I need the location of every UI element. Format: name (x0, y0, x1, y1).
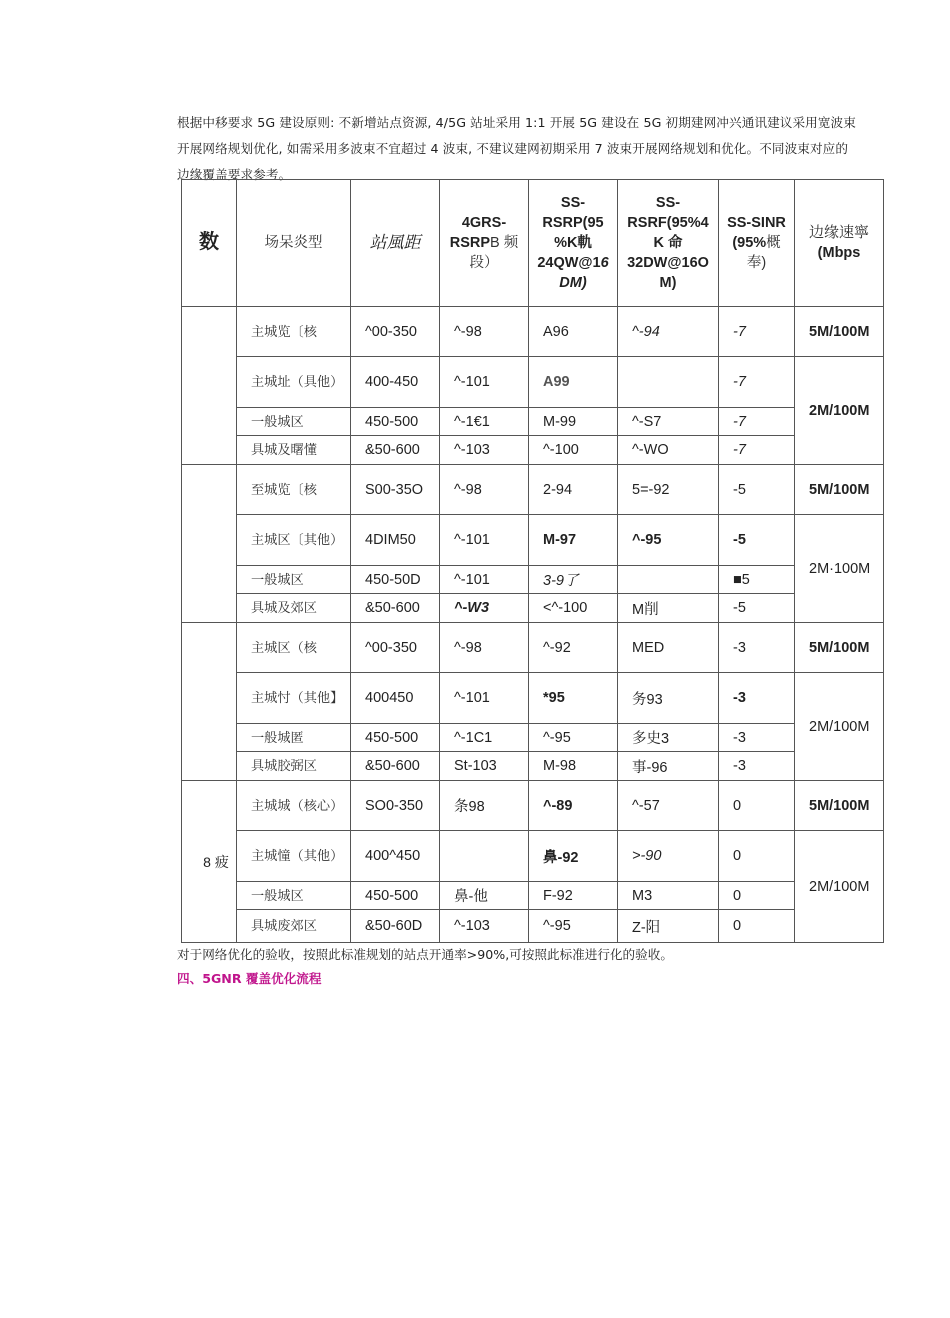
ssrsrp-cell: 2-94 (529, 465, 618, 515)
sinr-cell: 0 (719, 831, 795, 882)
scene-cell: 主城区〔其他） (237, 515, 351, 566)
scene-cell: 主城览〔核 (237, 307, 351, 357)
section-heading: 四、5GNR 覆盖优化流程 (177, 971, 322, 986)
rsrp4g-cell: 鼻-他 (440, 882, 529, 910)
ssrsrf-cell: ^-94 (618, 307, 719, 357)
distance-cell: &50-600 (351, 752, 440, 781)
table-row (182, 566, 884, 594)
table-row (182, 673, 884, 724)
distance-cell: ^00-350 (351, 307, 440, 357)
ssrsrp-cell: A99 (529, 357, 618, 408)
rsrp4g-cell: ^-103 (440, 436, 529, 465)
beam-group-label: 8 疲 (182, 781, 237, 943)
distance-cell: 450-500 (351, 882, 440, 910)
table-row (182, 623, 884, 673)
ssrsrf-cell: ^-95 (618, 515, 719, 566)
rsrp4g-cell (440, 831, 529, 882)
header-row (182, 180, 884, 307)
sinr-cell: 0 (719, 882, 795, 910)
ssrsrp-cell: A96 (529, 307, 618, 357)
ssrsrp-cell: *95 (529, 673, 618, 724)
sinr-cell: -3 (719, 752, 795, 781)
table-row (182, 357, 884, 408)
scene-cell: 一般城区 (237, 566, 351, 594)
scene-cell: 一般城区 (237, 882, 351, 910)
rsrp4g-cell: ^-W3 (440, 594, 529, 623)
distance-cell: 400450 (351, 673, 440, 724)
scene-cell: 具城及曙懂 (237, 436, 351, 465)
distance-cell: ^00-350 (351, 623, 440, 673)
beam-group-label (182, 465, 237, 623)
speed-cell: 2M/100M (795, 357, 884, 465)
rsrp4g-cell: ^-1€1 (440, 408, 529, 436)
ssrsrp-cell: ^-95 (529, 724, 618, 752)
rsrp4g-cell: 条98 (440, 781, 529, 831)
ssrsrf-cell (618, 566, 719, 594)
intro-line: 开展网络规划优化, 如需采用多波束不宜超过 4 波束, 不建议建网初期采用 7 波束开展网络规划和优化。不同波束对应的 (177, 141, 849, 156)
scene-cell: 一般城区 (237, 408, 351, 436)
table-row (182, 594, 884, 623)
ssrsrf-cell: 5=-92 (618, 465, 719, 515)
ssrsrf-cell: M3 (618, 882, 719, 910)
ssrsrp-cell: M-97 (529, 515, 618, 566)
distance-cell: 400^450 (351, 831, 440, 882)
sinr-cell: -5 (719, 465, 795, 515)
intro-paragraph (177, 110, 889, 188)
table-row (182, 408, 884, 436)
table-row (182, 307, 884, 357)
scene-cell: 具城及郊区 (237, 594, 351, 623)
rsrp4g-cell: ^-98 (440, 623, 529, 673)
ssrsrf-cell: >-90 (618, 831, 719, 882)
ssrsrf-cell: ^-WO (618, 436, 719, 465)
scene-cell: 具城废郊区 (237, 910, 351, 943)
speed-cell: 5M/100M (795, 465, 884, 515)
sinr-cell: -5 (719, 515, 795, 566)
acceptance-note: 对于网络优化的验收，按照此标准规划的站点开通率>90%,可按照此标准进行化的验收。 (177, 947, 673, 962)
ssrsrf-cell: MED (618, 623, 719, 673)
rsrp4g-cell: ^-98 (440, 465, 529, 515)
distance-cell: &50-600 (351, 436, 440, 465)
coverage-requirements-table (181, 179, 884, 943)
rsrp4g-cell: ^-101 (440, 357, 529, 408)
ssrsrp-cell: 鼻-92 (529, 831, 618, 882)
table-row (182, 724, 884, 752)
ssrsrp-cell: 3-9了 (529, 566, 618, 594)
ssrsrp-cell: ^-92 (529, 623, 618, 673)
scene-cell: 主城城（核心） (237, 781, 351, 831)
sinr-cell: ■5 (719, 566, 795, 594)
ssrsrp-cell: M-99 (529, 408, 618, 436)
scene-cell: 一般城匿 (237, 724, 351, 752)
speed-cell: 2M/100M (795, 831, 884, 943)
ssrsrp-cell: ^-95 (529, 910, 618, 943)
speed-cell: 5M/100M (795, 307, 884, 357)
distance-cell: 4DIM50 (351, 515, 440, 566)
speed-cell: 2M·100M (795, 515, 884, 623)
scene-cell: 主城忖（其他】 (237, 673, 351, 724)
ssrsrf-cell: ^-S7 (618, 408, 719, 436)
distance-cell: 450-500 (351, 408, 440, 436)
header-edge-speed: 边缘速寧 (Mbps (795, 180, 884, 307)
distance-cell: SO0-350 (351, 781, 440, 831)
table-row (182, 910, 884, 943)
intro-line: 边缘覆盖要求参考。 (177, 167, 292, 182)
sinr-cell: -7 (719, 436, 795, 465)
ssrsrp-cell: ^-100 (529, 436, 618, 465)
rsrp4g-cell: ^-101 (440, 673, 529, 724)
ssrsrf-cell: 事-96 (618, 752, 719, 781)
distance-cell: 400-450 (351, 357, 440, 408)
rsrp4g-cell: ^-103 (440, 910, 529, 943)
distance-cell: &50-60D (351, 910, 440, 943)
speed-cell: 2M/100M (795, 673, 884, 781)
sinr-cell: 0 (719, 781, 795, 831)
scene-cell: 主城址（具他） (237, 357, 351, 408)
header-distance: 站風距 (351, 180, 440, 307)
ssrsrf-cell: 多史3 (618, 724, 719, 752)
sinr-cell: -3 (719, 724, 795, 752)
distance-cell: S00-35O (351, 465, 440, 515)
sinr-cell: -7 (719, 357, 795, 408)
sinr-cell: -3 (719, 623, 795, 673)
ssrsrf-cell: Z-阳 (618, 910, 719, 943)
rsrp4g-cell: ^-101 (440, 515, 529, 566)
distance-cell: 450-50D (351, 566, 440, 594)
distance-cell: 450-500 (351, 724, 440, 752)
sinr-cell: -3 (719, 673, 795, 724)
ssrsrf-cell: M削 (618, 594, 719, 623)
header-ss-rsrf: SS- RSRF(95%4 K 命 32DW@16O M) (618, 180, 719, 307)
rsrp4g-cell: St-103 (440, 752, 529, 781)
speed-cell: 5M/100M (795, 623, 884, 673)
header-num: 数 (182, 180, 237, 307)
scene-cell: 主城区（核 (237, 623, 351, 673)
rsrp4g-cell: ^-101 (440, 566, 529, 594)
ssrsrp-cell: <^-100 (529, 594, 618, 623)
table-row (182, 436, 884, 465)
sinr-cell: -5 (719, 594, 795, 623)
header-4g-rsrp: 4GRS- RSRPB 频 段） (440, 180, 529, 307)
sinr-cell: -7 (719, 408, 795, 436)
header-scene: 场呆炎型 (237, 180, 351, 307)
scene-cell: 至城览〔核 (237, 465, 351, 515)
rsrp4g-cell: ^-98 (440, 307, 529, 357)
scene-cell: 主城憧（其他） (237, 831, 351, 882)
ssrsrp-cell: F-92 (529, 882, 618, 910)
scene-cell: 具城胶弼区 (237, 752, 351, 781)
rsrp4g-cell: ^-1C1 (440, 724, 529, 752)
beam-group-label (182, 623, 237, 781)
header-ss-rsrp: SS- RSRP(95 %K軌 24QW@16 DM) (529, 180, 618, 307)
table-row (182, 781, 884, 831)
header-ss-sinr: SS-SINR (95%概 奉) (719, 180, 795, 307)
ssrsrf-cell: ^-57 (618, 781, 719, 831)
ssrsrf-cell (618, 357, 719, 408)
table-row (182, 831, 884, 882)
ssrsrp-cell: ^-89 (529, 781, 618, 831)
ssrsrp-cell: M-98 (529, 752, 618, 781)
sinr-cell: -7 (719, 307, 795, 357)
table-row (182, 465, 884, 515)
ssrsrf-cell: 务93 (618, 673, 719, 724)
table-row (182, 515, 884, 566)
intro-line: 根据中移要求 5G 建设原则: 不新增站点资源, 4/5G 站址采用 1:1 开展 5G 建设在 5G 初期建网冲兴通讯建议采用宽波束 (177, 115, 856, 130)
beam-group-label (182, 307, 237, 465)
sinr-cell: 0 (719, 910, 795, 943)
table-row (182, 882, 884, 910)
speed-cell: 5M/100M (795, 781, 884, 831)
table-row (182, 752, 884, 781)
distance-cell: &50-600 (351, 594, 440, 623)
